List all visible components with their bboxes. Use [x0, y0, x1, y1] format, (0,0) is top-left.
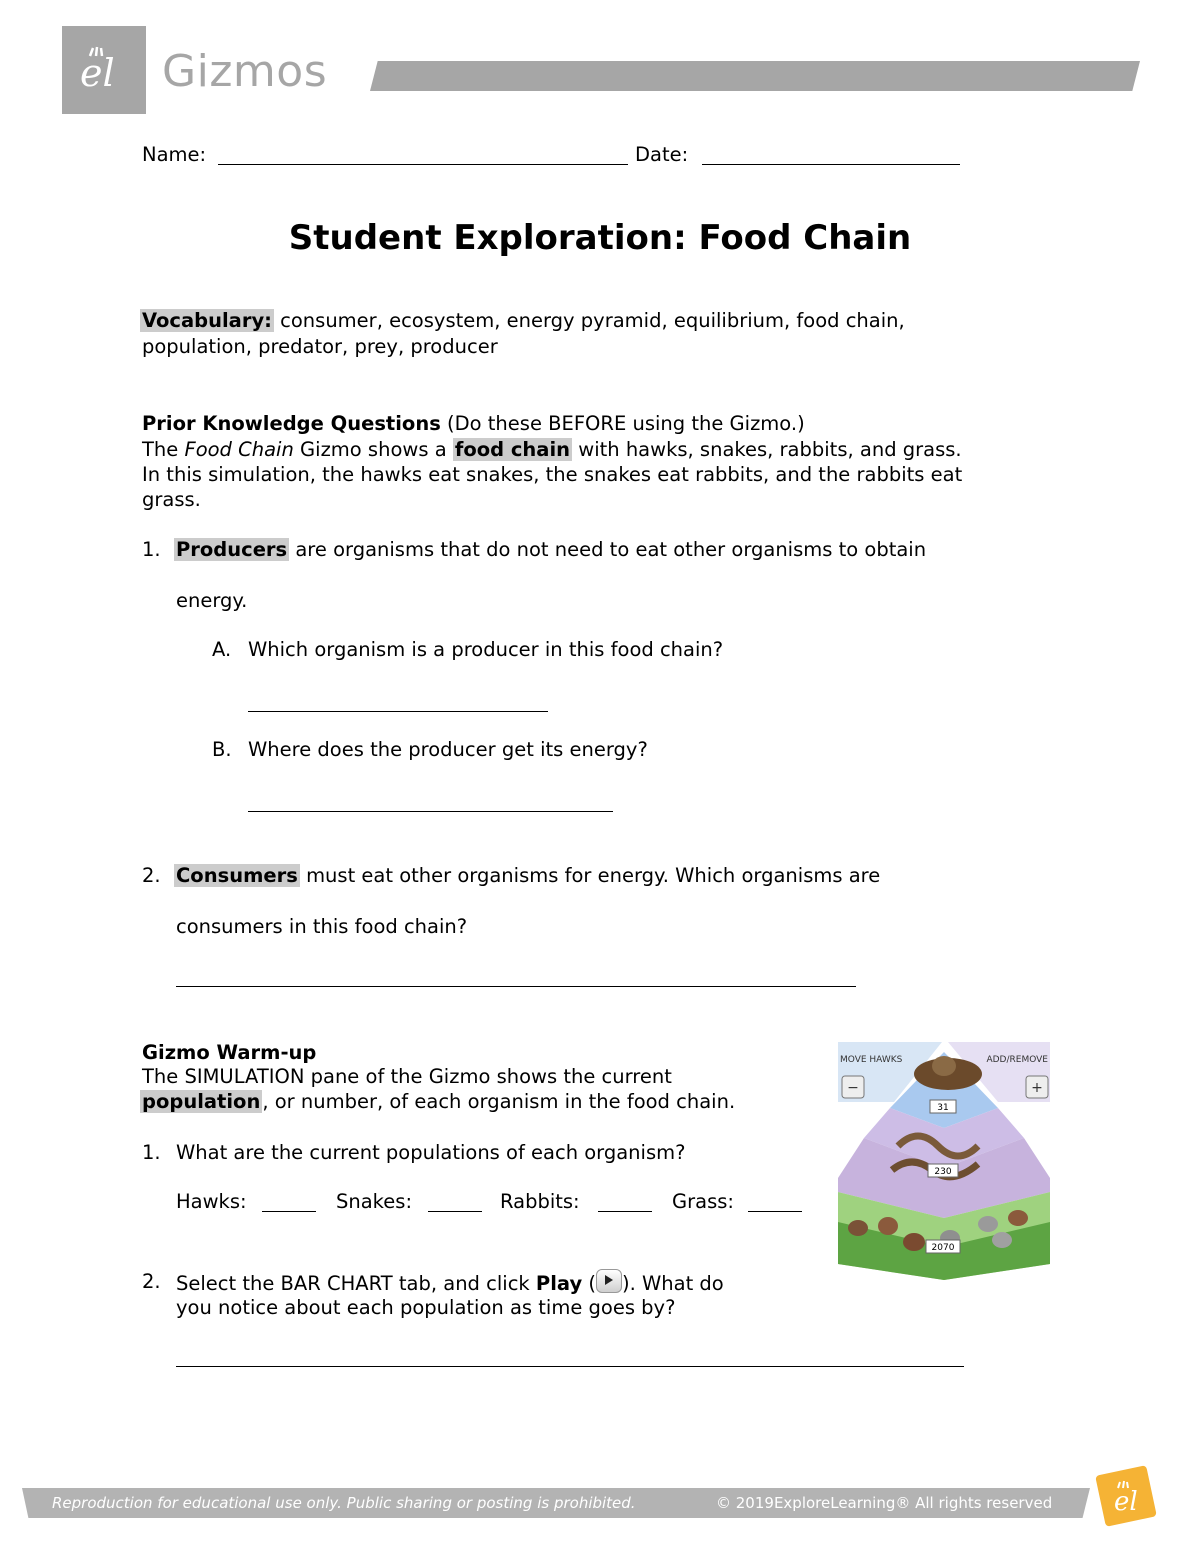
- food-chain-term: food chain: [454, 438, 571, 461]
- grass-label: Grass:: [672, 1190, 734, 1213]
- warmup-line-1: The SIMULATION pane of the Gizmo shows the current: [142, 1065, 672, 1088]
- vocabulary-terms-2: population, predator, prey, producer: [142, 335, 498, 358]
- prior-knowledge-note: (Do these BEFORE using the Gizmo.): [447, 412, 805, 435]
- warmup-q2-number: 2.: [142, 1270, 161, 1293]
- q2-post: ). What do: [621, 1272, 724, 1295]
- header-bar: [370, 61, 1140, 91]
- date-field[interactable]: [702, 164, 960, 165]
- play-word: Play: [535, 1272, 583, 1295]
- move-hawks-label: MOVE HAWKS: [840, 1055, 903, 1065]
- vocabulary-terms: consumer, ecosystem, energy pyramid, equilibrium, food chain,: [280, 309, 905, 332]
- population-term: population: [142, 1090, 261, 1113]
- q1a-answer-line[interactable]: [248, 711, 548, 712]
- vocabulary-line-1: [142, 308, 905, 334]
- q1-body: are organisms that do not need to eat other organisms to obtain: [295, 538, 927, 561]
- svg-text:el: el: [1114, 1487, 1138, 1517]
- intro-the: The: [142, 438, 179, 461]
- vocabulary-label: Vocabulary:: [142, 309, 272, 332]
- intro-line-3: grass.: [142, 488, 201, 511]
- q2-body: must eat other organisms for energy. Which organisms are: [306, 864, 881, 887]
- page-title: Student Exploration: Food Chain: [288, 218, 912, 258]
- q1b-answer-line[interactable]: [248, 811, 613, 812]
- warmup-heading: Gizmo Warm-up: [142, 1041, 317, 1064]
- prior-knowledge-heading: Prior Knowledge Questions: [142, 412, 441, 435]
- q1b-text: Where does the producer get its energy?: [248, 738, 648, 761]
- footer-logo-icon: [1092, 1464, 1158, 1530]
- q2-text-cont: consumers in this food chain?: [176, 915, 468, 938]
- rabbit-count: 2070: [931, 1243, 955, 1253]
- simulation-pane-image: [838, 1042, 1050, 1280]
- q2-text: [176, 863, 880, 889]
- prior-knowledge-heading-line: [142, 411, 805, 437]
- warmup-q2-line-2: you notice about each population as time goes by?: [176, 1296, 676, 1319]
- q1-text-cont: energy.: [176, 589, 248, 612]
- warmup-line-2-rest: , or number, of each organism in the food chain.: [262, 1090, 736, 1113]
- add-remove-label: ADD/REMOVE: [986, 1055, 1048, 1065]
- name-field[interactable]: [218, 164, 628, 165]
- warmup-q2-answer-line[interactable]: [176, 1366, 964, 1367]
- q1-number: 1.: [142, 538, 161, 561]
- snakes-label: Snakes:: [336, 1190, 413, 1213]
- q1-text: [176, 537, 926, 563]
- footer-copyright: © 2019ExploreLearning® All rights reserved: [716, 1494, 1053, 1512]
- intro-line-2: In this simulation, the hawks eat snakes, the snakes eat rabbits, and the rabbits eat: [142, 463, 963, 486]
- minus-icon: −: [847, 1080, 859, 1096]
- warmup-q1-number: 1.: [142, 1141, 161, 1164]
- intro-gizmo-name: Food Chain: [184, 438, 294, 461]
- q2-pre: Select the BAR CHART tab, and click: [176, 1272, 530, 1295]
- consumers-term: Consumers: [176, 864, 298, 887]
- producers-term: Producers: [176, 538, 288, 561]
- warmup-line-2: [142, 1089, 735, 1115]
- name-label: Name:: [142, 143, 207, 166]
- hawks-blank[interactable]: [262, 1211, 316, 1212]
- intro-line-1: [142, 437, 962, 463]
- snakes-blank[interactable]: [428, 1211, 482, 1212]
- hawk-count: 31: [937, 1103, 949, 1113]
- play-button-icon: [596, 1269, 622, 1293]
- q1a-letter: A.: [212, 638, 232, 661]
- brand-name: Gizmos: [162, 46, 328, 97]
- svg-text:el: el: [80, 51, 115, 95]
- grass-blank[interactable]: [748, 1211, 802, 1212]
- snake-count: 230: [934, 1167, 952, 1177]
- hawks-label: Hawks:: [176, 1190, 247, 1213]
- rabbits-blank[interactable]: [598, 1211, 652, 1212]
- intro-mid: Gizmo shows a: [300, 438, 447, 461]
- el-logo-icon: [62, 26, 146, 114]
- warmup-q2-text: Select the BAR CHART tab, and click Play ( ). What do: [176, 1269, 724, 1297]
- explore-learning-logo: [62, 26, 146, 114]
- q2-number: 2.: [142, 864, 161, 887]
- q2-answer-line[interactable]: [176, 986, 856, 987]
- rabbits-label: Rabbits:: [500, 1190, 580, 1213]
- plus-icon: +: [1031, 1080, 1043, 1096]
- q1a-text: Which organism is a producer in this food chain?: [248, 638, 724, 661]
- footer-disclaimer: Reproduction for educational use only. Public sharing or posting is prohibited.: [52, 1494, 636, 1512]
- date-label: Date:: [635, 143, 689, 166]
- warmup-q1-text: What are the current populations of each organism?: [176, 1141, 686, 1164]
- q1b-letter: B.: [212, 738, 232, 761]
- intro-end: with hawks, snakes, rabbits, and grass.: [578, 438, 962, 461]
